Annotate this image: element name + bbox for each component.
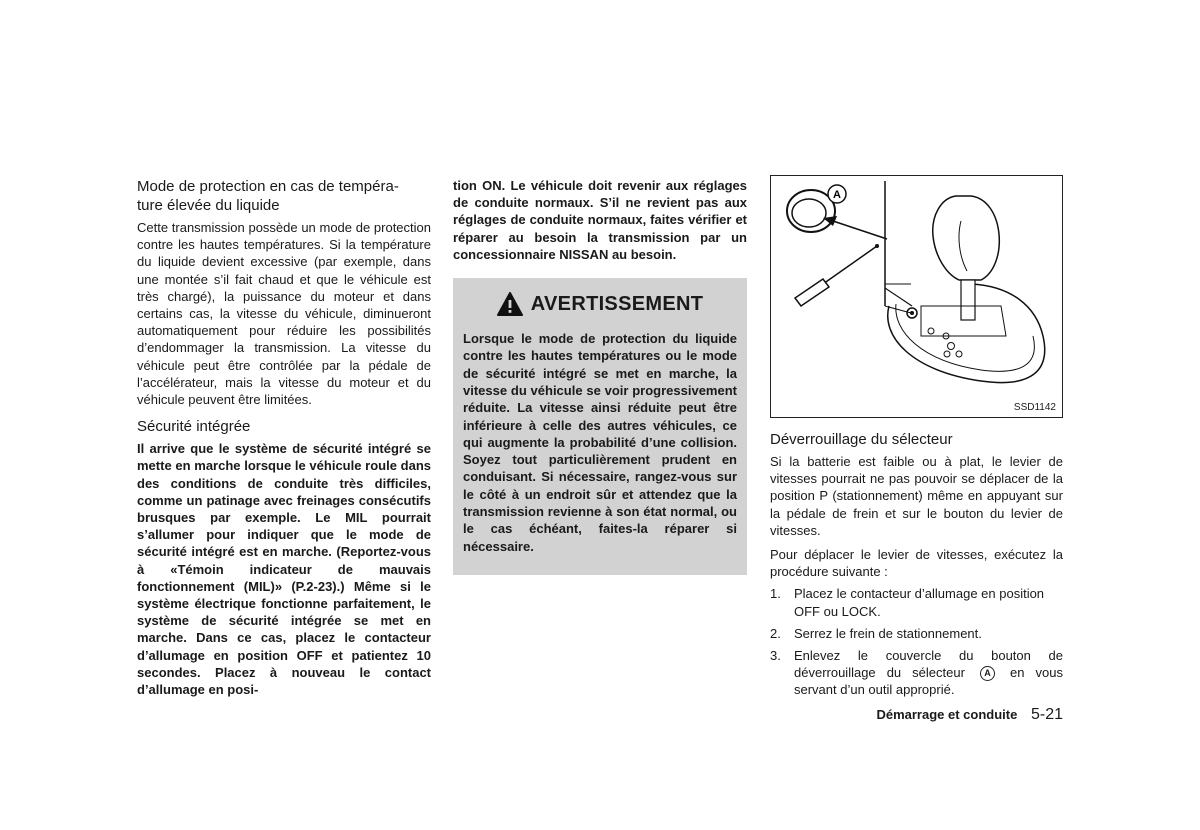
step-text-before: Enlevez le couvercle du bouton de déverrouillage du sélecteur [794,648,1063,681]
step-text: Serrez le frein de stationnement. [794,625,982,641]
right-column [770,175,1063,704]
warning-header [463,278,737,330]
page-footer [860,706,1063,724]
heading-shift-lock-release: Déverrouillage du sélecteur [770,431,953,448]
step-number: 3. [770,648,781,664]
shift-knob [933,196,1000,280]
step-text-after: en vous servant d’un outil approprié. [794,665,1063,698]
heading-line-2: ture élevée du liquide [137,197,280,214]
figure-marker-a: A [833,189,841,201]
middle-column [453,177,747,575]
screwdriver-shaft [823,246,877,284]
fail-safe-continued-paragraph: tion ON. Le véhicule doit revenir aux réglages de conduite normaux. S’il ne revient pas aux réglages de conduite normaux, faites vérifier et réparer au besoin la transmission par un concessionnaire NISSAN au besoin. [453,178,747,262]
warning-text: Lorsque le mode de protection du liquide contre les hautes températures ou le mode de sécurité intégré se met en marche, la vitesse du véhicule se voir progressivement réduite. La vitesse ainsi réduite peut être inférieure à celle des autres véhicules, ce qui augmente la probabilité d’une collision. Soyez tout particulièrement prudent en conduisant. Si nécessaire, rangez-vous sur le côté à un endroit sûr et attendez que la transmission revienne à son état normal, ou le cas échéant, faites-la réparer si nécessaire. [463,331,737,554]
warning-title: AVERTISSEMENT [530,292,704,315]
shift-lock-paragraph-1: Si la batterie est faible ou à plat, le levier de vitesses pourrait ne pas pouvoir se déplacer de la position P (stationnement) même en appuyant sur la pédale de frein et sur le bouton du levier de vitesses. [770,454,1063,538]
step-text: Placez le contacteur d’allumage en position OFF ou LOCK. [794,586,1045,619]
heading-protection-mode [137,177,431,215]
list-item [770,585,1063,619]
shift-lock-release-figure [770,175,1063,418]
release-cap-inner [792,199,826,227]
screwdriver-handle [795,279,829,306]
step-number: 2. [770,625,781,641]
heading-fail-safe: Sécurité intégrée [137,418,251,436]
shift-lever-stem [961,280,975,320]
step-number: 1. [770,586,781,602]
heading-line-1: Mode de protection en cas de tempéra- [137,178,399,195]
page-number: 5-21 [1030,706,1063,723]
warning-triangle-icon [497,292,523,316]
arrow-line [833,221,887,239]
figure-code: SSD1142 [1013,402,1056,413]
marker-a-icon: A [980,666,995,681]
step-text [794,647,1063,699]
protection-mode-paragraph: Cette transmission possède un mode de protection contre les hautes températures. Si la température du liquide devient excessive (par exemple, dans une montée s’il fait chaud et que le véhicule est très chargé), la puissance du moteur et dans certains cas, la vitesse du véhicule, diminueront automatiquement pour réduire les possibilités d’endommager la transmission. La vitesse du véhicule peut être contrôlée par la pédale de l’accélérateur, mais la vitesse du moteur et du véhicule peuvent être limitées. [137,220,431,408]
procedure-steps [770,585,1063,698]
list-item [770,647,1063,699]
list-item [770,625,1063,642]
shift-lock-paragraph-2: Pour déplacer le levier de vitesses, exécutez la procédure suivante : [770,547,1063,580]
warning-box [453,278,747,575]
left-column [137,177,431,698]
section-title: Démarrage et conduite [876,707,1018,722]
shift-lever-illustration [771,176,1062,417]
fail-safe-paragraph: Il arrive que le système de sécurité intégré se mette en marche lorsque le véhicule roule dans des conditions de conduite très difficiles, comme un patinage avec freinages consécutifs brusques par exemple. Le MIL pourrait s’allumer pour indiquer que le mode de sécurité intégré est en marche. (Reportez-vous à «Témoin indicateur de mauvais fonctionnement (MIL)» (P.2-23).) Même si le système électrique fonctionne parfaitement, le système de sécurité intégrée se met en marche. Dans ce cas, placez le contacteur d’allumage en position OFF et patientez 10 secondes. Placez à nouveau le contact d’allumage en posi- [137,441,431,698]
